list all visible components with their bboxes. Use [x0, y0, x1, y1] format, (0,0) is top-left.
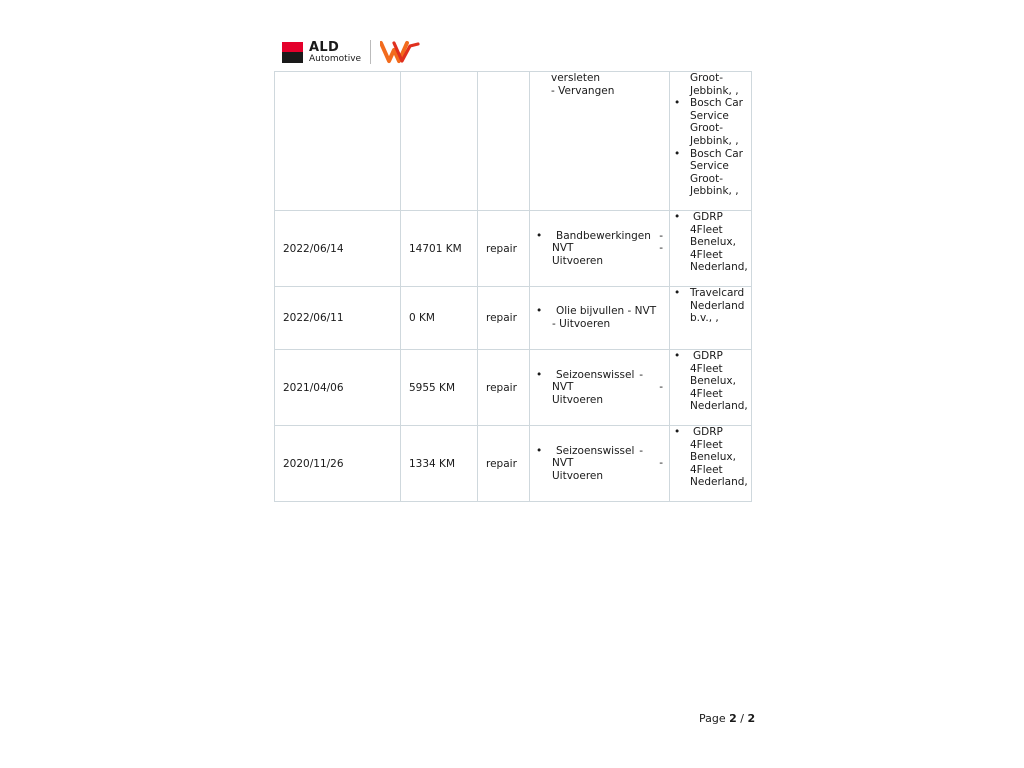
garage-line: Groot- [690, 172, 723, 185]
list-item [674, 148, 747, 198]
garage-line: 4Fleet [690, 362, 723, 375]
bullet-icon: • [674, 211, 681, 223]
garage-line: Benelux, [690, 451, 736, 464]
bullet-icon: • [674, 350, 681, 362]
garage-line: Nederland, [690, 476, 748, 489]
list-item [536, 445, 663, 483]
current-page: 2 [729, 712, 737, 725]
table-row [275, 426, 752, 502]
date-cell: 2022/06/11 [275, 287, 401, 350]
page-header [282, 40, 420, 64]
description-cell [530, 426, 670, 502]
table-row [275, 211, 752, 287]
list-item [536, 305, 663, 330]
date-cell [275, 72, 401, 211]
garage-line: 4Fleet [690, 463, 723, 476]
ald-logo-mark [282, 42, 303, 63]
date-cell: 2022/06/14 [275, 211, 401, 287]
garage-line: Jebbink, , [690, 84, 739, 97]
garage-cell [670, 287, 752, 350]
ald-logo [282, 41, 361, 64]
garage-line: Bosch Car [690, 97, 743, 110]
list-item [674, 426, 747, 489]
bullet-icon: • [536, 229, 543, 242]
table-row [275, 72, 752, 211]
garage-line: Nederland, [690, 261, 748, 274]
description-line: Bandbewerkingen - [556, 229, 663, 242]
description-cell [530, 72, 670, 211]
list-item [674, 350, 747, 413]
km-cell [401, 72, 478, 211]
table-row [275, 287, 752, 350]
bullet-icon: • [674, 287, 681, 299]
description-line: Uitvoeren [552, 393, 604, 406]
garage-cell [670, 72, 752, 211]
logo-divider [370, 40, 371, 64]
description-line: Seizoenswissel - [556, 368, 643, 381]
list-item [536, 230, 663, 268]
garage-line: Nederland, [690, 400, 748, 413]
garage-line: Benelux, [690, 236, 736, 249]
garage-line: Jebbink, , [690, 134, 739, 147]
garage-cell [670, 426, 752, 502]
type-cell: repair [478, 350, 530, 426]
total-pages: 2 [747, 712, 756, 725]
garage-line: b.v., , [690, 312, 719, 325]
garage-line: Jebbink, , [690, 185, 739, 198]
bullet-icon: • [536, 444, 543, 457]
list-item [536, 369, 663, 407]
garage-line: Nederland [690, 299, 745, 312]
date-cell: 2020/11/26 [275, 426, 401, 502]
garage-line: Travelcard [690, 287, 745, 299]
date-cell: 2021/04/06 [275, 350, 401, 426]
ald-logo-text [309, 41, 361, 64]
garage-line: GDRP [693, 211, 723, 223]
description-line: Olie bijvullen - NVT [556, 305, 657, 318]
ald-logo-line1: ALD [309, 39, 340, 55]
page-number [699, 712, 755, 725]
km-cell: 1334 KM [401, 426, 478, 502]
garage-line: 4Fleet [690, 387, 723, 400]
page-word: Page [699, 712, 726, 725]
garage-line: 4Fleet [690, 438, 723, 451]
garage-line: GDRP [693, 350, 723, 362]
garage-line: GDRP [693, 426, 723, 438]
km-cell: 14701 KM [401, 211, 478, 287]
ald-logo-line2: Automotive [309, 53, 362, 64]
garage-line: Bosch Car [690, 147, 743, 160]
km-cell: 0 KM [401, 287, 478, 350]
list-item [674, 287, 747, 325]
bullet-icon: • [536, 368, 543, 381]
garage-line: Groot- [690, 122, 723, 135]
partner-w-logo-icon [380, 40, 420, 64]
list-item [674, 72, 747, 97]
garage-line: Service [690, 160, 729, 173]
type-cell: repair [478, 211, 530, 287]
list-item [674, 211, 747, 274]
maintenance-history-table [274, 71, 752, 502]
bullet-icon: • [674, 147, 681, 160]
type-cell: repair [478, 287, 530, 350]
description-line: NVT - [552, 242, 663, 255]
bullet-icon: • [674, 97, 681, 110]
km-cell: 5955 KM [401, 350, 478, 426]
page-separator: / [740, 712, 745, 725]
description-cell [530, 350, 670, 426]
description-line: Uitvoeren [552, 254, 604, 267]
garage-line: 4Fleet [690, 223, 723, 236]
garage-line: Benelux, [690, 375, 736, 388]
list-item [674, 97, 747, 147]
garage-cell [670, 211, 752, 287]
description-line: versleten [551, 72, 601, 84]
garage-line: Service [690, 109, 729, 122]
bullet-icon: • [536, 305, 543, 318]
description-cell [530, 211, 670, 287]
description-line: Seizoenswissel - [556, 444, 643, 457]
description-cell [530, 287, 670, 350]
description-line: Uitvoeren [552, 469, 604, 482]
table-row [275, 350, 752, 426]
bullet-icon: • [674, 426, 681, 438]
description-line: NVT - [552, 457, 663, 470]
description-line: NVT - [552, 381, 663, 394]
type-cell: repair [478, 426, 530, 502]
garage-line: Groot- [690, 72, 723, 84]
garage-line: 4Fleet [690, 248, 723, 261]
garage-cell [670, 350, 752, 426]
type-cell [478, 72, 530, 211]
description-line: - Uitvoeren [552, 318, 611, 330]
description-line: - Vervangen [551, 84, 615, 97]
